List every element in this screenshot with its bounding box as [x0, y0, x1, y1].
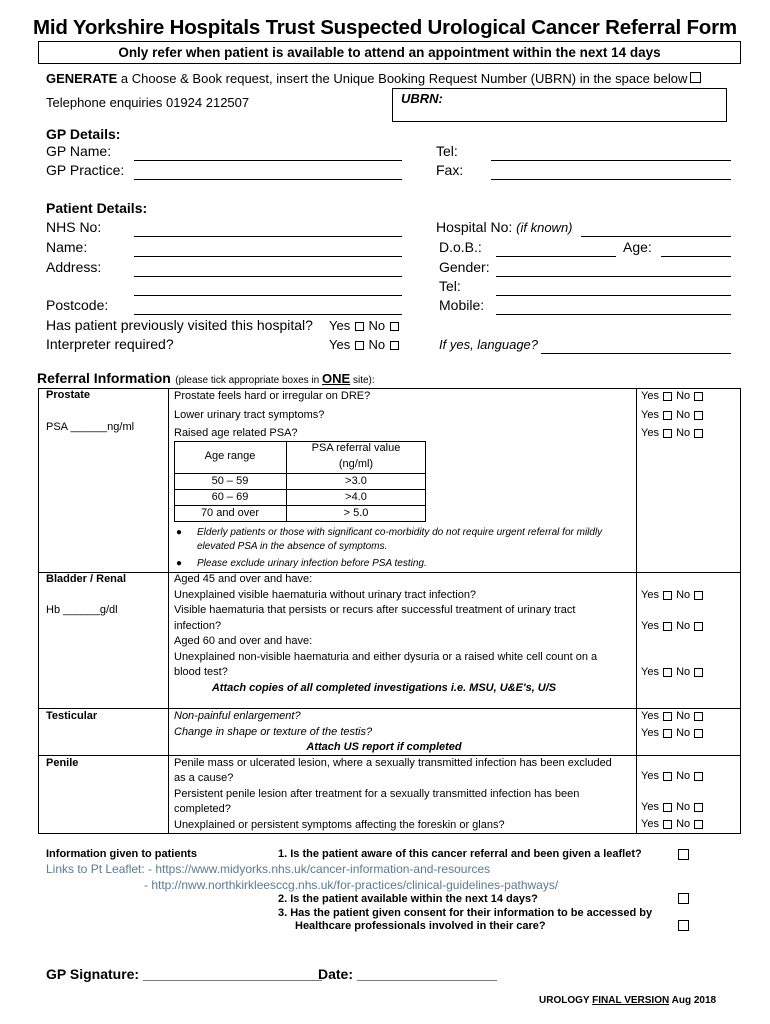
testicular-q2-no[interactable]: [694, 729, 703, 738]
address-field-1[interactable]: [134, 276, 402, 277]
psa-row-value: >3.0: [345, 475, 367, 487]
leaflet-link-northkirklees[interactable]: - http://nww.northkirkleesccg.nhs.uk/for-practices/clinical-guidelines-pathways/: [144, 878, 559, 892]
age-label: Age:: [623, 239, 652, 255]
testicular-label: Testicular: [46, 710, 98, 722]
psa-row-value: > 5.0: [343, 507, 369, 519]
telephone-enquiries: Telephone enquiries 01924 212507: [46, 95, 250, 110]
bladder-label: Bladder / Renal: [46, 573, 127, 585]
patient-tel-field[interactable]: [496, 295, 731, 296]
hb-field[interactable]: Hb ______g/dl: [46, 604, 118, 616]
psa-reference-table: [174, 441, 426, 522]
bladder-line: Aged 60 and over and have:: [174, 635, 313, 647]
psa-table-age-header: Age range: [204, 450, 256, 462]
postcode-label: Postcode:: [46, 297, 109, 313]
prostate-q3-yes[interactable]: [663, 429, 672, 438]
availability-banner: Only refer when patient is available to attend an appointment within the next 14 days: [38, 41, 741, 64]
bladder-q3-yes[interactable]: [663, 668, 672, 677]
psa-table-unit: (ng/ml): [338, 458, 374, 470]
psa-table-value-header: PSA referral value: [311, 442, 401, 454]
patient-name-field[interactable]: [134, 256, 402, 257]
prostate-note-1b: elevated PSA in the absence of symptoms.: [197, 541, 388, 552]
gender-label: Gender:: [439, 259, 490, 275]
testicular-q1-yes[interactable]: [663, 712, 672, 721]
prostate-note-2: Please exclude urinary infection before PSA testing.: [197, 558, 427, 569]
gp-fax-field[interactable]: [491, 179, 731, 180]
info-q3-checkbox[interactable]: [678, 920, 689, 931]
info-q1-checkbox[interactable]: [678, 849, 689, 860]
language-field[interactable]: [541, 353, 731, 354]
bladder-q1-yes[interactable]: [663, 591, 672, 600]
penile-q3-no[interactable]: [694, 820, 703, 829]
gender-field[interactable]: [496, 276, 731, 277]
penile-q3-yes[interactable]: [663, 820, 672, 829]
prostate-q3: Raised age related PSA?: [174, 427, 298, 439]
gp-signature-field[interactable]: GP Signature: _______________________: [46, 966, 323, 982]
referral-heading: Referral Information (please tick appropriate boxes in ONE site):: [37, 370, 375, 386]
bladder-line: Unexplained visible haematuria without urinary tract infection?: [174, 589, 477, 601]
generate-instruction: GENERATE a Choose & Book request, insert the Unique Booking Request Number (UBRN) in the space below: [46, 71, 688, 86]
psa-row-value: >4.0: [345, 491, 367, 503]
address-field-2[interactable]: [134, 295, 402, 296]
ubrn-field[interactable]: [392, 88, 727, 122]
bladder-line: infection?: [174, 620, 222, 632]
mobile-label: Mobile:: [439, 297, 485, 313]
penile-q2-no[interactable]: [694, 803, 703, 812]
hospital-no-field[interactable]: [581, 236, 731, 237]
psa-row-age: 70 and over: [200, 507, 260, 519]
age-field[interactable]: [661, 256, 731, 257]
language-label: If yes, language?: [439, 337, 539, 352]
visited-no-checkbox[interactable]: [390, 322, 399, 331]
testicular-attach-note: Attach US report if completed: [306, 741, 462, 753]
info-q3b: Healthcare professionals involved in their care?: [295, 920, 546, 932]
prostate-q2: Lower urinary tract symptoms?: [174, 409, 325, 421]
testicular-q1-options: Yes No: [641, 710, 704, 722]
bladder-line: blood test?: [174, 666, 228, 678]
bladder-q1-no[interactable]: [694, 591, 703, 600]
bladder-q2-yes[interactable]: [663, 622, 672, 631]
testicular-line: Change in shape or texture of the testis?: [174, 726, 373, 738]
penile-line: as a cause?: [174, 772, 234, 784]
previously-visited-label: Has patient previously visited this hospital?: [46, 317, 313, 333]
prostate-label: Prostate: [46, 389, 91, 401]
testicular-line: Non-painful enlargement?: [174, 710, 301, 722]
gp-practice-label: GP Practice:: [46, 162, 125, 178]
gp-name-label: GP Name:: [46, 143, 112, 159]
bladder-q3-options: Yes No: [641, 666, 704, 678]
penile-label: Penile: [46, 757, 79, 769]
info-q1: 1. Is the patient aware of this cancer referral and been given a leaflet?: [278, 848, 642, 860]
generate-checkbox[interactable]: [690, 72, 701, 83]
bladder-q3-no[interactable]: [694, 668, 703, 677]
bladder-line: Visible haematuria that persists or recurs after successful treatment of urinary tract: [174, 604, 576, 616]
leaflet-links-label: Links to Pt Leaflet:: [46, 862, 145, 876]
psa-field[interactable]: PSA ______ng/ml: [46, 421, 135, 433]
address-label: Address:: [46, 259, 102, 275]
penile-line: completed?: [174, 803, 231, 815]
bladder-attach-note: Attach copies of all completed investigations i.e. MSU, U&E's, U/S: [211, 682, 557, 694]
bladder-q2-options: Yes No: [641, 620, 704, 632]
psa-row-age: 50 – 59: [211, 475, 249, 487]
info-q3a: 3. Has the patient given consent for their information to be accessed by: [278, 907, 653, 919]
info-q2: 2. Is the patient available within the next 14 days?: [278, 893, 538, 905]
prostate-q1-no[interactable]: [694, 392, 703, 401]
visited-yes-checkbox[interactable]: [355, 322, 364, 331]
prostate-q2-options: Yes No: [641, 409, 704, 421]
testicular-q2-options: Yes No: [641, 727, 704, 739]
form-title: Mid Yorkshire Hospitals Trust Suspected Urological Cancer Referral Form: [33, 16, 737, 39]
bullet-icon: ●: [176, 558, 183, 569]
previously-visited-options: Yes No: [329, 318, 400, 333]
penile-q2-yes[interactable]: [663, 803, 672, 812]
interpreter-yes-checkbox[interactable]: [355, 341, 364, 350]
bullet-icon: ●: [176, 527, 183, 538]
penile-q1-options: Yes No: [641, 770, 704, 782]
prostate-q3-options: Yes No: [641, 427, 704, 439]
penile-line: Unexplained or persistent symptoms affecting the foreskin or glans?: [174, 819, 505, 831]
prostate-note-1a: Elderly patients or those with significant co-morbidity do not require urgent referral for mildly: [197, 527, 603, 538]
prostate-q2-no[interactable]: [694, 411, 703, 420]
prostate-q2-yes[interactable]: [663, 411, 672, 420]
bladder-q2-no[interactable]: [694, 622, 703, 631]
postcode-field[interactable]: [134, 314, 402, 315]
prostate-q1-yes[interactable]: [663, 392, 672, 401]
penile-line: Persistent penile lesion after treatment for a sexually transmitted infection has been: [174, 788, 580, 800]
penile-q2-options: Yes No: [641, 801, 704, 813]
dob-label: D.o.B.:: [439, 239, 482, 255]
prostate-q3-no[interactable]: [694, 429, 703, 438]
leaflet-link-midyorks[interactable]: - https://www.midyorks.nhs.uk/cancer-information-and-resources: [148, 862, 491, 876]
bladder-line: Unexplained non-visible haematuria and either dysuria or a raised white cell count on a: [174, 651, 598, 663]
bladder-q1-options: Yes No: [641, 589, 704, 601]
gp-fax-label: Fax:: [436, 162, 464, 178]
nhs-no-label: NHS No:: [46, 219, 102, 235]
info-heading: Information given to patients: [46, 848, 197, 860]
info-q2-checkbox[interactable]: [678, 893, 689, 904]
penile-line: Penile mass or ulcerated lesion, where a sexually transmitted infection has been excluded: [174, 757, 612, 769]
gp-practice-field[interactable]: [134, 179, 402, 180]
gp-tel-field[interactable]: [491, 160, 731, 161]
patient-details-heading: Patient Details:: [46, 200, 148, 216]
prostate-q1: Prostate feels hard or irregular on DRE?: [174, 390, 371, 402]
testicular-q1-no[interactable]: [694, 712, 703, 721]
version-footer: UROLOGY FINAL VERSION Aug 2018: [539, 995, 717, 1006]
penile-q1-yes[interactable]: [663, 772, 672, 781]
patient-tel-label: Tel:: [439, 278, 461, 294]
patient-name-label: Name:: [46, 239, 88, 255]
mobile-field[interactable]: [496, 314, 731, 315]
penile-q1-no[interactable]: [694, 772, 703, 781]
psa-row-age: 60 – 69: [211, 491, 249, 503]
ubrn-label: UBRN:: [401, 91, 443, 106]
penile-q3-options: Yes No: [641, 818, 704, 830]
nhs-no-field[interactable]: [134, 236, 402, 237]
interpreter-no-checkbox[interactable]: [390, 341, 399, 350]
hospital-no-label: Hospital No: (if known): [436, 219, 573, 235]
gp-name-field[interactable]: [134, 160, 402, 161]
dob-field[interactable]: [496, 256, 616, 257]
gp-details-heading: GP Details:: [46, 126, 121, 142]
gp-tel-label: Tel:: [436, 143, 458, 159]
prostate-q1-options: Yes No: [641, 390, 704, 402]
interpreter-options: Yes No: [329, 337, 400, 352]
testicular-q2-yes[interactable]: [663, 729, 672, 738]
date-field[interactable]: Date: __________________: [318, 966, 498, 982]
interpreter-label: Interpreter required?: [46, 336, 174, 352]
bladder-line: Aged 45 and over and have:: [174, 573, 313, 585]
